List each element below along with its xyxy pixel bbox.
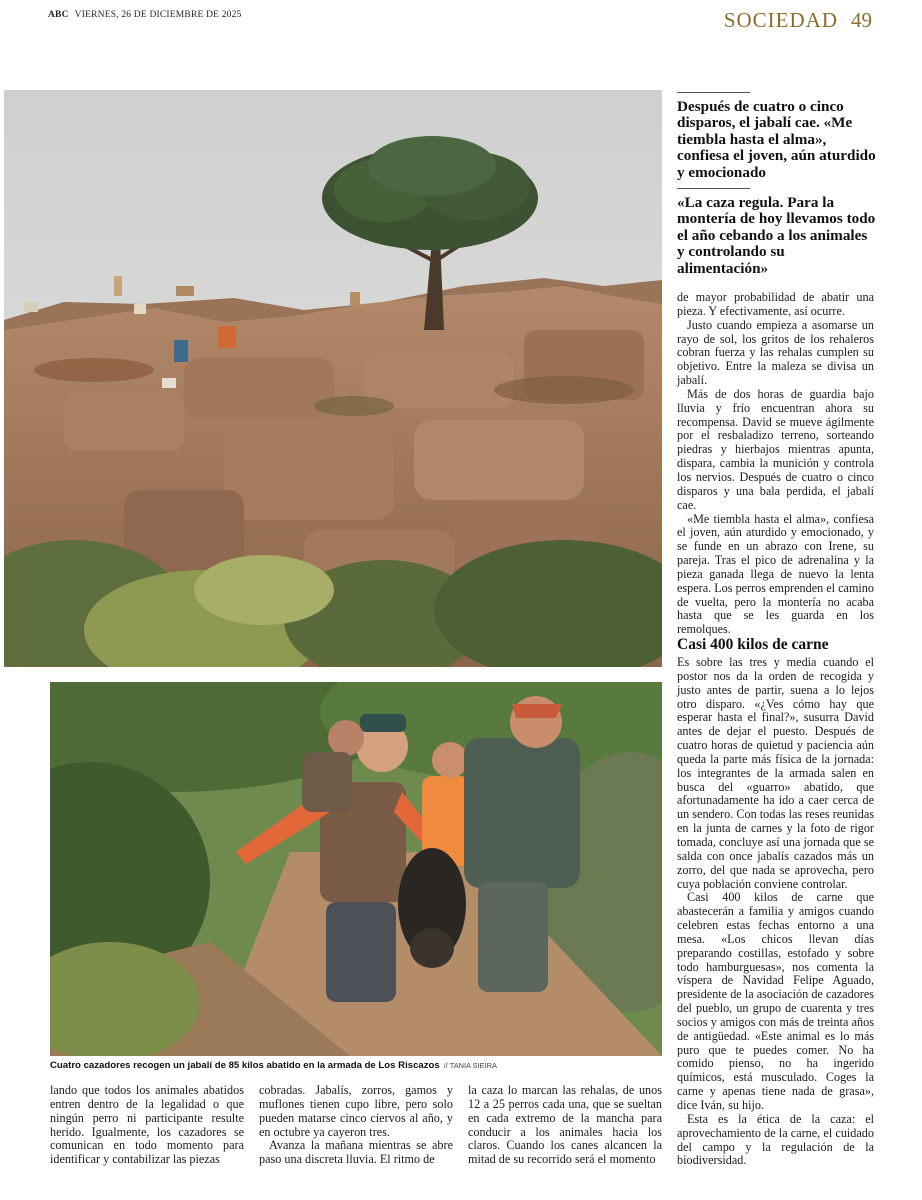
paragraph: Más de dos horas de guardia bajo lluvia y frío encuentran ahora su recompensa. David se mueve ágilmente por el resbaladizo terreno, sorteando piedras y hierbajos mientras apunta, dispara, cambia la munición y controla los nervios. Después de cuatro o cinco disparos y una bala perdida, el jabalí cae. [677, 386, 874, 512]
bottom-column-3 [468, 1084, 662, 1167]
subhead: Casi 400 kilos de carne [677, 636, 829, 653]
quote-rule-1 [677, 92, 750, 93]
landscape-illustration [4, 90, 662, 667]
photo-credit: // TANIA SIEIRA [443, 1061, 497, 1070]
right-column-top [677, 291, 874, 637]
caption-text: Cuatro cazadores recogen un jabalí de 85 kilos abatido en la armada de Los Riscazos [50, 1060, 440, 1071]
section-title: SOCIEDAD [723, 8, 838, 32]
paragraph: cobradas. Jabalís, zorros, gamos y muflones tienen cupo libre, pero solo pueden matarse cinco ciervos al año, y en octubre ya cayeron tres. [259, 1083, 453, 1139]
pull-quote-2: «La caza regula. Para la montería de hoy llevamos todo el año cebando a los animales y controlando su alimentación» [677, 194, 876, 277]
paragraph: la caza lo marcan las rehalas, de unos 12 a 25 perros cada una, que se sueltan en cada extremo de la mancha para conducir a los animales hacia los claros. Cuando los canes alcancen la mitad de su recorrido será el momento [468, 1083, 662, 1167]
quote-rule-2 [677, 188, 750, 189]
bottom-column-1 [50, 1084, 244, 1167]
right-column-bottom [677, 656, 874, 1168]
photo-caption [50, 1060, 662, 1071]
bottom-column-2 [259, 1084, 453, 1167]
paragraph: Es sobre las tres y media cuando el postor nos da la orden de recogida y justo antes de partir, suena a lo lejos otro disparo. «¿Ves cómo hay que esperar hasta el final?», susurra David antes de dejar el puesto. Después de cuatro horas de quietud y paciencia aún queda la parte más física de la jornada: los integrantes de la armada salen en busca del «guarro» abatido, que afortunadamente ha ido a caer cerca de un sendero. Con todas las reses reunidas en la junta de carnes y la foto de rigor tomada, concluye así una jornada que se salda con once jabalís cazados más un zorro, del que nada se aprovecha, pero cuya población conviene controlar. [677, 655, 874, 891]
paragraph: de mayor probabilidad de abatir una pieza. Y efectivamente, así ocurre. [677, 290, 874, 318]
masthead: ABC [48, 10, 69, 20]
hunting-landscape-photo [4, 90, 662, 667]
issue-date: VIERNES, 26 DE DICIEMBRE DE 2025 [74, 10, 242, 20]
paragraph: Esta es la ética de la caza: el aprovechamiento de la carne, el cuidado del campo y la regulación de la biodiversidad. [677, 1111, 874, 1168]
pull-quote-1: Después de cuatro o cinco disparos, el jabalí cae. «Me tiembla hasta el alma», confiesa el joven, aún aturdido y emocionado [677, 98, 876, 181]
hunters-illustration [50, 682, 662, 1056]
paragraph: lando que todos los animales abatidos entren dentro de la legalidad o que ningún perro ni participante resulte herido. Igualmente, los cazadores se comunican en todo momento para identificar y contabilizar las piezas [50, 1083, 244, 1167]
page-header-left [48, 10, 242, 20]
paragraph: Justo cuando empieza a asomarse un rayo de sol, los gritos de los rehaleros cobran fuerza y las rehalas cumplen su objetivo. Entre la maleza se divisa un jabalí. [677, 317, 874, 388]
paragraph: Avanza la mañana mientras se abre paso una discreta lluvia. El ritmo de [259, 1138, 453, 1167]
page-number: 49 [851, 8, 872, 32]
paragraph: Casi 400 kilos de carne que abastecerán a familia y amigos cuando celebren estas fechas entorno a una mesa. «Los chicos llevan días preparando costillas, estofado y sobre todo hamburguesas», nos comenta la víspera de Navidad Felipe Aguado, presidente de la asociación de cazadores del pueblo, un grupo de cuarenta y tres socios y amigos con más de treinta años de antigüedad. «Este animal es lo más puro que te puedes comer. No ha comido pienso, no ha ingerido químicos, está musculado. Coges la carne y apenas tiene nada de grasa», dice Iván, su hijo. [677, 890, 874, 1112]
paragraph: «Me tiembla hasta el alma», confiesa el joven, aún aturdido y emocionado, y se funde en un abrazo con Irene, su pareja. Tras el pico de adrenalina y la pieza ganada llega de nuevo la lenta espera. Los perros emprenden el camino de vuelta, pero la montería no acaba hasta que se les guarda en los remolques. [677, 511, 874, 637]
hunters-carrying-boar-photo [50, 682, 662, 1056]
